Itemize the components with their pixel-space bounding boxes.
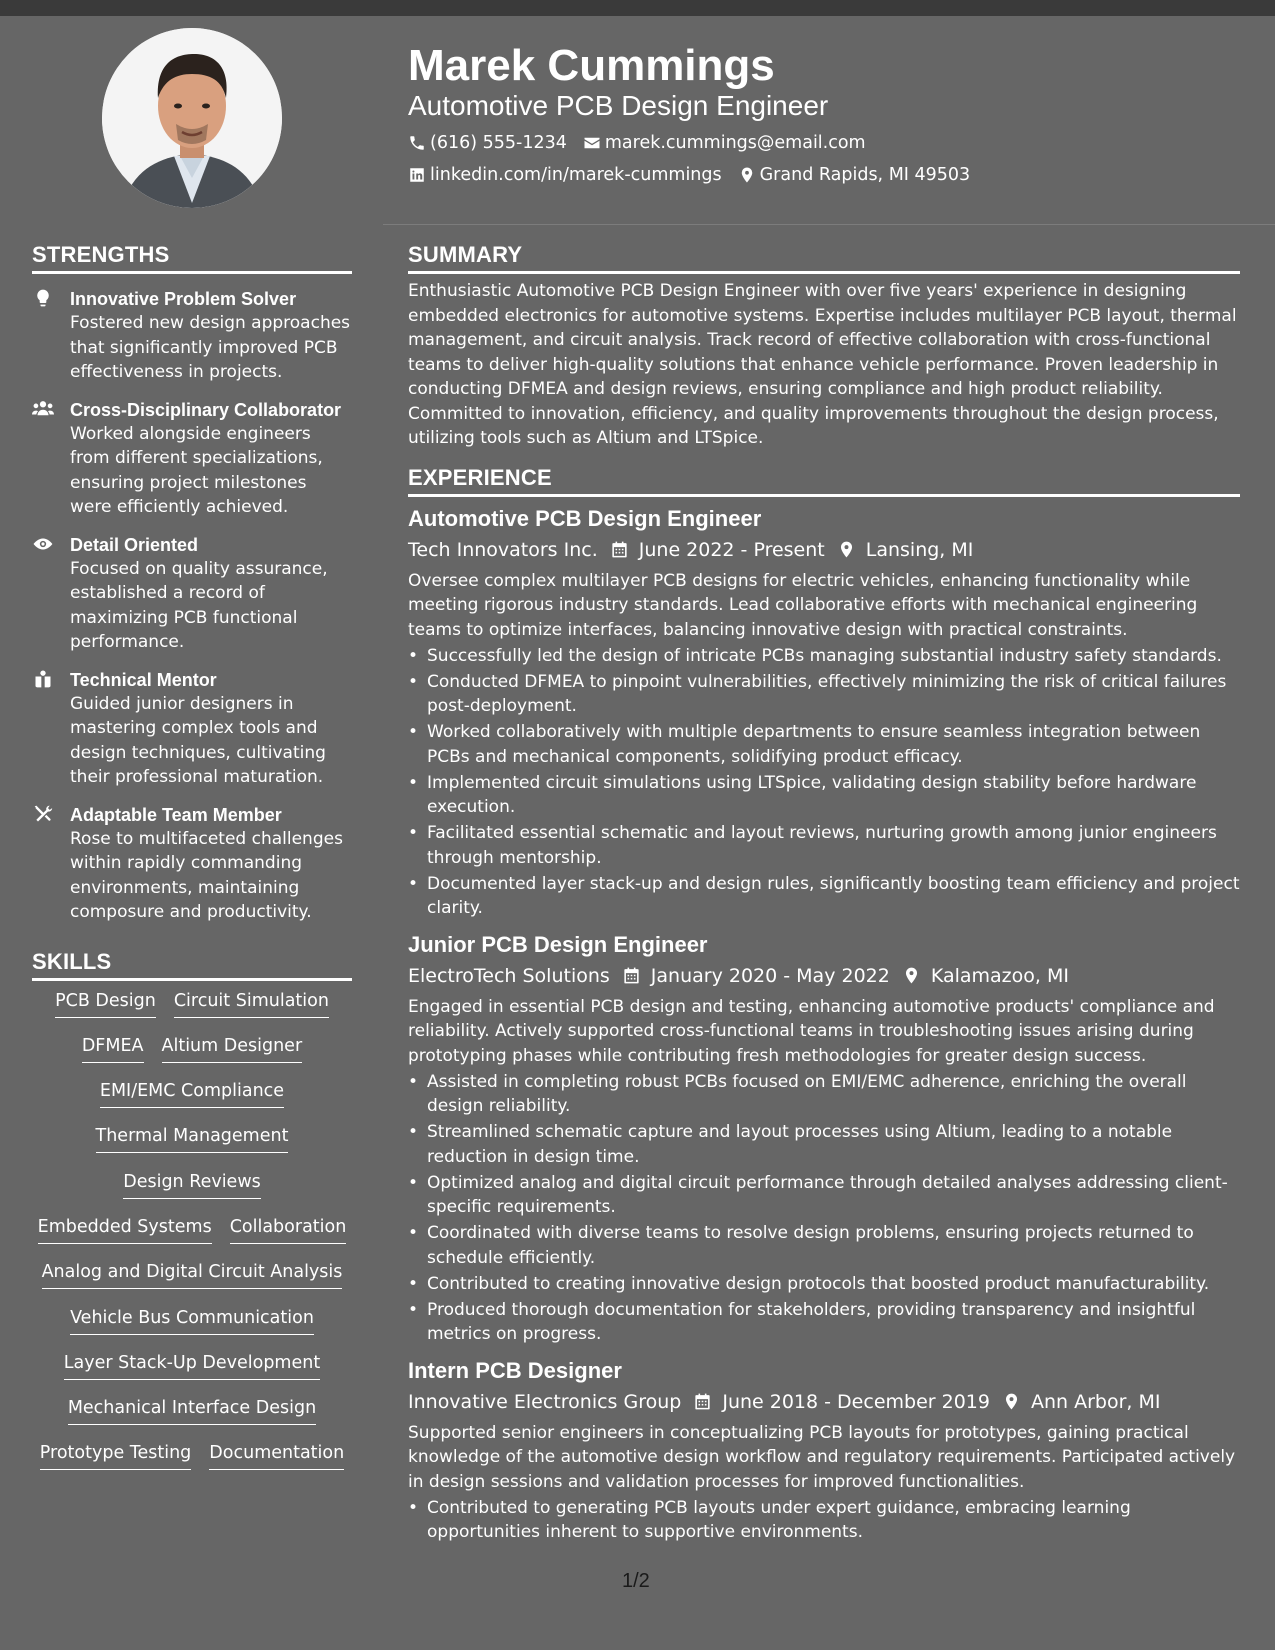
page-number: 1/2 [622, 1570, 650, 1592]
job-description: Supported senior engineers in conceptualizing PCB layouts for prototypes, gaining practical knowledge of the automotive design workflow and regulatory requirements. Participated actively in design sessions and validation processes for improved functionalities. [408, 1422, 1236, 1492]
eye-icon [32, 533, 70, 655]
skill-tag: Embedded Systems [38, 1215, 212, 1244]
lightbulb-icon [32, 287, 70, 385]
strength-description: Worked alongside engineers from different specializations, ensuring project milestones were efficiently achieved. [70, 423, 323, 517]
calendar-icon [610, 540, 629, 559]
skill-tag: Analog and Digital Circuit Analysis [42, 1260, 343, 1289]
bullet-item: • Assisted in completing robust PCBs focused on EMI/EMC adherence, enriching the overall design reliability. [408, 1070, 1240, 1119]
bullet-item: • Documented layer stack-up and design rules, significantly boosting team efficiency and project clarity. [408, 872, 1240, 921]
email-contact[interactable] [583, 131, 866, 155]
job-location: Kalamazoo, MI [930, 964, 1069, 987]
job-dates: June 2018 - December 2019 [722, 1390, 990, 1413]
job-location: Lansing, MI [865, 538, 974, 561]
strength-item [32, 287, 352, 385]
job-title: Intern PCB Designer [408, 1357, 622, 1383]
bullet-item: • Facilitated essential schematic and layout reviews, nurturing growth among junior engineers through mentorship. [408, 821, 1240, 870]
bullet-item: • Contributed to generating PCB layouts under expert guidance, embracing learning opportunities inherent to supportive environments. [408, 1496, 1240, 1545]
strength-title: Detail Oriented [70, 534, 199, 555]
job-bullets [408, 1496, 1240, 1545]
company-name: ElectroTech Solutions [408, 964, 610, 987]
company-name: Tech Innovators Inc. [408, 538, 598, 561]
strength-title: Innovative Problem Solver [70, 289, 297, 309]
job-meta [408, 1387, 1240, 1417]
strength-description: Guided junior designers in mastering complex tools and design techniques, cultivating their professional maturation. [70, 693, 326, 787]
phone-contact [408, 131, 567, 155]
skill-tag: DFMEA [82, 1034, 144, 1063]
map-pin-icon [738, 166, 756, 184]
phone-text: (616) 555-1234 [430, 133, 567, 153]
strength-item [32, 398, 352, 520]
skill-tag: PCB Design [55, 989, 156, 1018]
calendar-icon [622, 966, 641, 985]
job-description: Oversee complex multilayer PCB designs for electric vehicles, enhancing functionality while meeting rigorous industry standards. Lead collaborative efforts with mechanical engineering teams to optimize interfaces, balancing innovative design with practical constraints. [408, 570, 1198, 640]
map-pin-icon [1002, 1392, 1021, 1411]
top-bar [0, 0, 1275, 16]
bullet-item: • Coordinated with diverse teams to resolve design problems, ensuring projects returned to schedule efficiently. [408, 1221, 1240, 1270]
job-title: Junior PCB Design Engineer [408, 931, 708, 957]
main-content [408, 242, 1240, 1545]
email-text[interactable]: marek.cummings@email.com [604, 133, 866, 153]
skill-tag: Layer Stack-Up Development [64, 1351, 320, 1380]
map-pin-icon [902, 966, 921, 985]
strength-title: Cross-Disciplinary Collaborator [70, 399, 342, 420]
tools-icon [32, 803, 70, 925]
envelope-icon [583, 134, 601, 152]
skill-tag: EMI/EMC Compliance [100, 1079, 284, 1108]
map-pin-icon [837, 540, 856, 559]
linkedin-text[interactable]: linkedin.com/in/marek-cummings [430, 165, 722, 185]
strength-title: Adaptable Team Member [70, 804, 282, 825]
skill-tag: Mechanical Interface Design [68, 1396, 316, 1425]
summary-heading: SUMMARY [408, 242, 1240, 274]
strength-item [32, 803, 352, 925]
job-dates: January 2020 - May 2022 [650, 964, 890, 987]
contact-row [408, 163, 1238, 187]
location-contact [738, 163, 971, 187]
job-title: Automotive PCB Design Engineer [408, 505, 762, 531]
candidate-name: Marek Cummings [408, 41, 775, 90]
bullet-item: • Conducted DFMEA to pinpoint vulnerabilities, effectively minimizing the risk of critical failures post-deployment. [408, 670, 1240, 719]
bullet-item: • Implemented circuit simulations using LTSpice, validating design stability before hardware execution. [408, 771, 1240, 820]
bullet-item: • Produced thorough documentation for stakeholders, providing transparency and insightful metrics on progress. [408, 1298, 1240, 1347]
bullet-item: • Successfully led the design of intricate PCBs managing substantial industry safety standards. [408, 644, 1240, 669]
company-name: Innovative Electronics Group [408, 1390, 682, 1413]
linkedin-icon [408, 166, 426, 184]
job-description: Engaged in essential PCB design and testing, enhancing automotive products' compliance and reliability. Actively supported cross-functional teams in troubleshooting issues arising during prototyping phases while contributing fresh methodologies for greater design success. [408, 996, 1215, 1066]
strength-description: Fostered new design approaches that significantly improved PCB effectiveness in projects. [70, 313, 351, 382]
calendar-icon [693, 1392, 712, 1411]
skill-tag: Collaboration [230, 1215, 347, 1244]
experience-heading: EXPERIENCE [408, 465, 1240, 497]
candidate-role: Automotive PCB Design Engineer [408, 90, 829, 121]
bullet-item: • Streamlined schematic capture and layout processes using Altium, leading to a notable reduction in design time. [408, 1120, 1240, 1169]
strength-item [32, 533, 352, 655]
skill-tag: Circuit Simulation [174, 989, 329, 1018]
skill-tag: Documentation [209, 1441, 344, 1470]
sidebar [32, 28, 352, 1487]
bullet-item: • Contributed to creating innovative design protocols that boosted product manufacturability. [408, 1272, 1240, 1297]
job-bullets [408, 644, 1240, 921]
users-icon [32, 398, 70, 520]
strength-description: Focused on quality assurance, established a record of maximizing PCB functional performance. [70, 558, 328, 652]
mentor-icon [32, 668, 70, 790]
job-entry [408, 504, 1240, 921]
strength-description: Rose to multifaceted challenges within rapidly commanding environments, maintaining composure and productivity. [70, 828, 343, 922]
job-entry [408, 930, 1240, 1347]
job-meta [408, 961, 1240, 991]
skill-tag: Prototype Testing [40, 1441, 192, 1470]
job-location: Ann Arbor, MI [1030, 1390, 1161, 1413]
resume-header [408, 40, 1238, 187]
bullet-item: • Optimized analog and digital circuit performance through detailed analyses addressing client-specific requirements. [408, 1171, 1240, 1220]
job-bullets [408, 1070, 1240, 1347]
summary-text: Enthusiastic Automotive PCB Design Engineer with over five years' experience in designing embedded electronics for automotive systems. Expertise includes multilayer PCB layout, thermal management, and circuit analysis. Track record of effective collaboration with cross-functional teams to deliver high-quality solutions that enhance vehicle performance. Proven leadership in conducting DFMEA and design reviews, ensuring compliance and high product reliability. Committed to innovation, efficiency, and quality improvements throughout the design process, utilizing tools such as Altium and LTSpice. [408, 281, 1237, 448]
job-meta [408, 535, 1240, 565]
skills-list [32, 989, 352, 1487]
skills-heading: SKILLS [32, 949, 352, 981]
bullet-item: • Worked collaboratively with multiple departments to ensure seamless integration between PCBs and mechanical components, solidifying product efficacy. [408, 720, 1240, 769]
skill-tag: Design Reviews [123, 1170, 261, 1199]
contact-row [408, 131, 1238, 155]
job-dates: June 2022 - Present [638, 538, 825, 561]
skill-tag: Vehicle Bus Communication [70, 1306, 314, 1335]
phone-icon [408, 134, 426, 152]
profile-photo [102, 28, 282, 208]
avatar [102, 28, 282, 208]
location-text: Grand Rapids, MI 49503 [759, 165, 971, 185]
linkedin-contact[interactable] [408, 163, 722, 187]
skill-tag: Altium Designer [162, 1034, 303, 1063]
strengths-heading: STRENGTHS [32, 242, 352, 274]
strength-title: Technical Mentor [70, 669, 217, 690]
header-divider [383, 224, 1275, 225]
strength-item [32, 668, 352, 790]
skill-tag: Thermal Management [96, 1124, 289, 1153]
job-entry [408, 1356, 1240, 1545]
